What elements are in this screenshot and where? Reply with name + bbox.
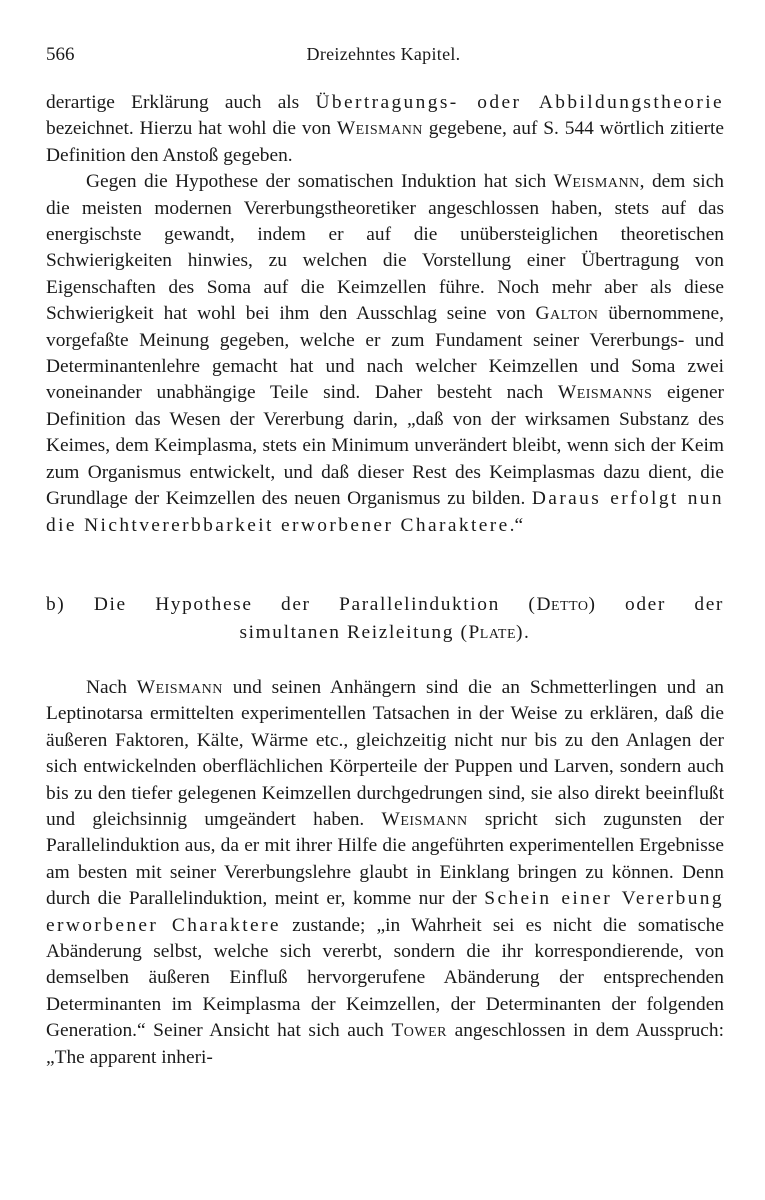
author-name: Weismann [553, 171, 640, 193]
text-run: angeschlossen in dem Ausspruch: „The apparent inheri- [46, 1020, 724, 1068]
page-header [46, 44, 721, 74]
text-run: derartige Erklärung auch als [46, 92, 316, 113]
author-name: Weismann [336, 118, 423, 140]
running-title: Dreizehntes Kapitel. [306, 44, 461, 64]
text-run: bezeichnet. Hierzu hat wohl die von [46, 118, 337, 140]
spaced-term: Übertragungs- oder Abbildungstheorie [315, 92, 725, 113]
spaced-quote: Daraus erfolgt nun die Nichtvererbbarkeit erworbener Charaktere [46, 488, 724, 536]
page-number: 566 [46, 44, 75, 65]
heading-text: Die Hypothese der Parallelinduktion ( [65, 593, 537, 615]
heading-line-2 [46, 619, 724, 647]
text-run: , dem sich die meisten modernen Vererbungstheoretiker angeschlossen haben, stets auf das energischste gewandt, indem er auf die unübersteiglichen theoretischen Schwierigkeiten hinwies, zu welchen die Vorstellung einer Übertragung von Eigenschaften des Soma auf die Keimzellen führe. Noch mehr aber als diese Schwierigkeit hat wohl bei ihm den Ausschlag seine von [46, 171, 724, 325]
text-run: zustande; „in Wahrheit sei es nicht die somatische Abänderung selbst, welche sich vererbt, sondern die ihr korrespondierende, von demselben äußeren Einfluß hervorgerufene Abänderung der entsprechenden Determinanten im Keimplasma der Keimzellen, der Determinanten der folgenden Generation.“ Seiner Ansicht hat sich auch [46, 914, 724, 1042]
heading-line-1 [46, 591, 724, 619]
text-run: eigener Definition das Wesen der Vererbung darin, „daß von der wirksamen Substanz des Keimes, dem Keimplasma, stets ein Minimum unverändert bleibt, wenn sich der Keim zum Organismus entwickelt, und daß dieser Rest des Keimplasmas dazu dient, die Grundlage der Keimzellen des neuen Organismus zu bilden. [46, 382, 725, 510]
text-run: Gegen die Hypothese der somatischen Induktion hat sich [86, 171, 554, 193]
heading-text: ) oder der [588, 593, 724, 615]
text-run: spricht sich zugunsten der Parallelinduktion aus, da er mit ihrer Hilfe die angeführten experimentellen Ergebnisse am besten mit seiner Vererbungslehre glaubt in Einklang bringen zu können. Denn durch die Parallelinduktion, meint er, komme nur der [46, 808, 724, 910]
page-body [46, 90, 724, 1071]
author-name: Weismanns [557, 382, 653, 404]
heading-text: simultanen Reizleitung ( [239, 621, 469, 643]
paragraph-3 [46, 675, 724, 1071]
text-run: Nach [86, 676, 137, 698]
paragraph-1 [46, 90, 724, 169]
heading-label: b) [46, 593, 66, 615]
author-name: Weismann [136, 676, 223, 698]
text-run: .“ [509, 514, 524, 536]
author-name: Detto [536, 593, 589, 615]
paragraph-2 [46, 169, 724, 539]
author-name: Plate [468, 621, 516, 643]
author-name: Tower [391, 1020, 447, 1042]
author-name: Galton [535, 303, 599, 325]
section-heading [46, 591, 724, 647]
spaced-term: Schein einer Vererbung erworbener Charaktere [46, 888, 724, 936]
author-name: Weismann [381, 808, 468, 830]
text-run: gegebene, auf S. 544 wörtlich zitierte Definition den Anstoß gegeben. [46, 118, 724, 166]
text-run: übernommene, vorgefaßte Meinung gegeben, welche er zum Fundament seiner Vererbungs- und Determinantenlehre gemacht hat und nach welcher Keimzellen und Soma zwei voneinander unabhängige Teile sind. Daher besteht nach [46, 303, 724, 404]
text-run: und seinen Anhängern sind die an Schmetterlingen und an Leptinotarsa ermittelten experimentellen Tatsachen in der Weise zu erklären, daß die äußeren Faktoren, Kälte, Wärme etc., gleichzeitig nicht nur bis zu den Anlagen der sich entwickelnden oberflächlichen Körperteile der Puppen und Larven, sondern auch bis zu den tiefer gelegenen Keimzellen durchgedrungen sind, sie also direkt beeinflußt und gleichsinnig umgeändert haben. [46, 676, 724, 830]
heading-text: ). [516, 621, 531, 643]
